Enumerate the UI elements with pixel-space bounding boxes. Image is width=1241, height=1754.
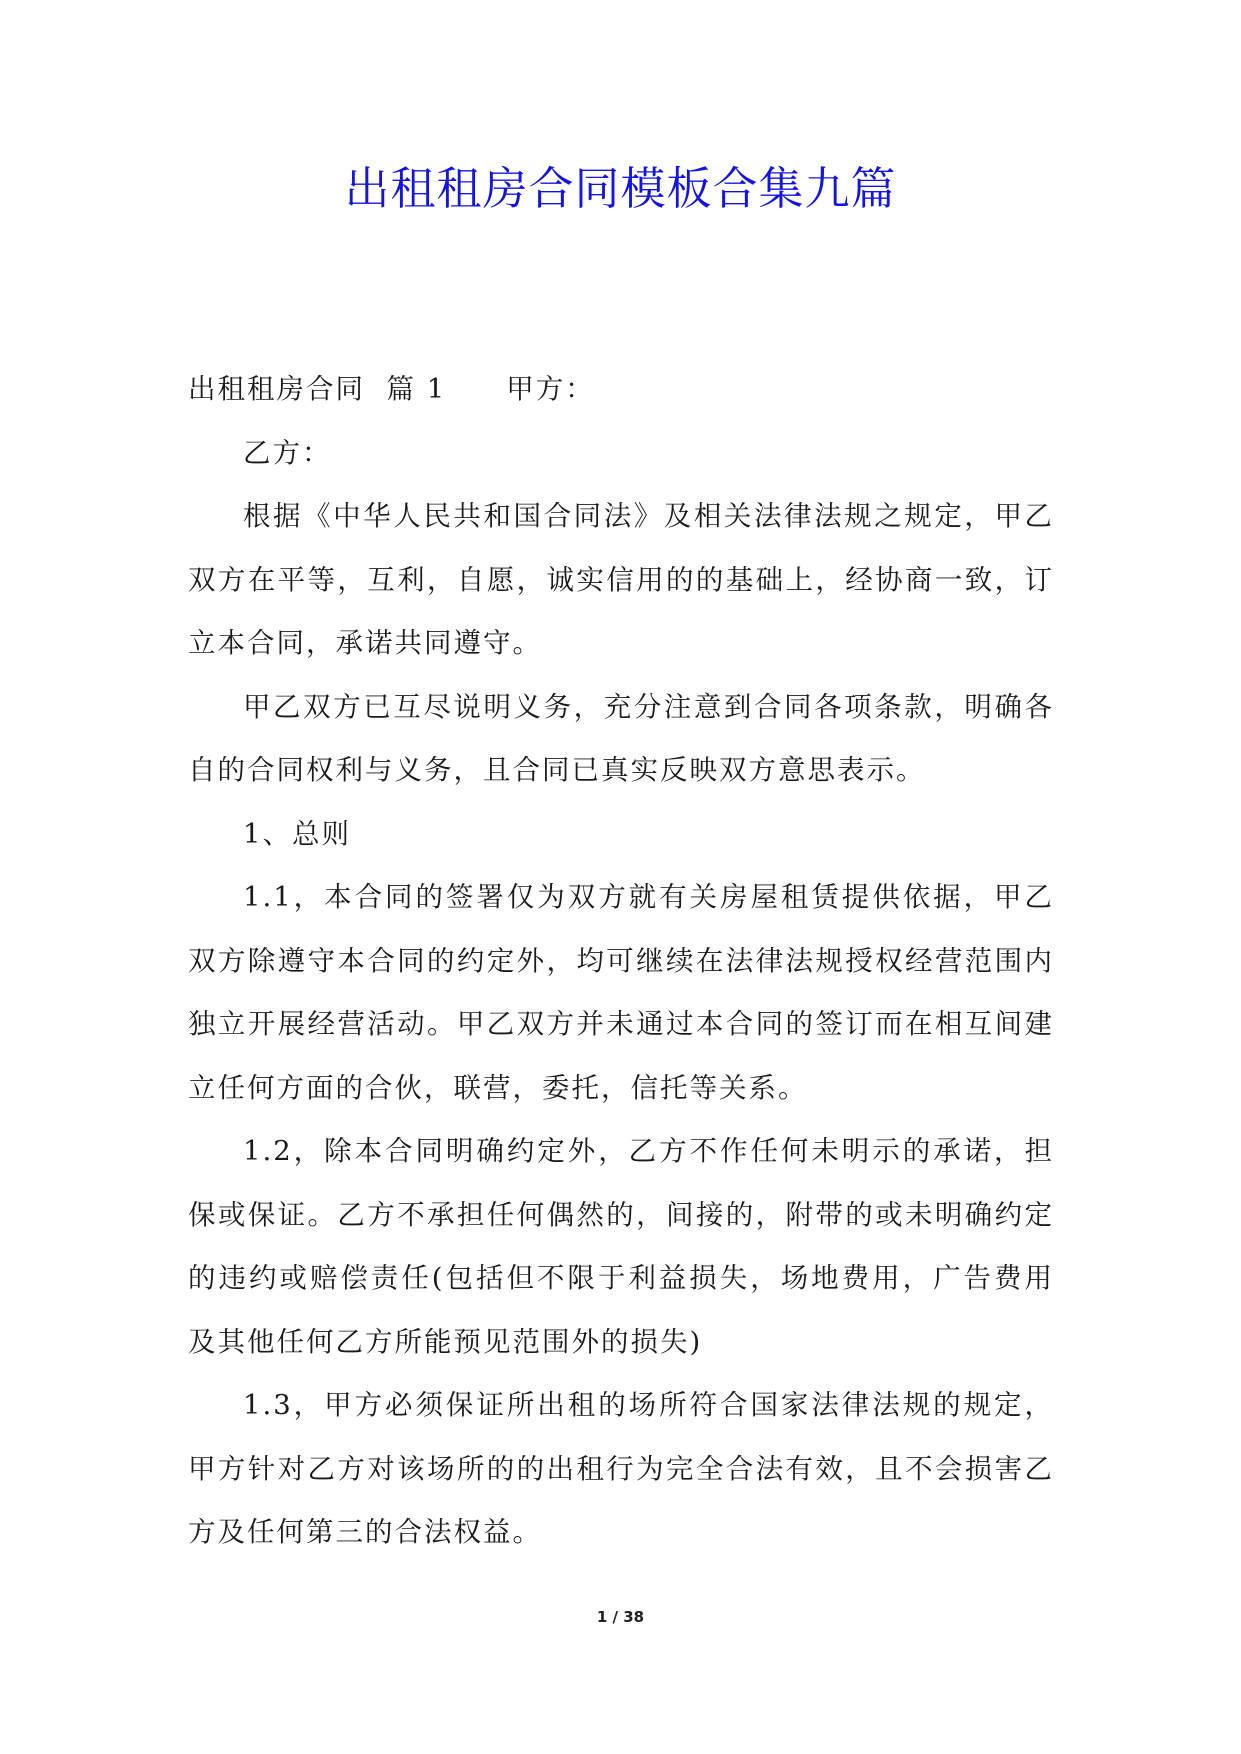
section-heading-line xyxy=(188,358,1054,422)
document-body xyxy=(188,358,1054,1565)
paragraph-disclosure: 甲乙双方已互尽说明义务，充分注意到合同各项条款，明确各自的合同权利与义务，且合同已真实反映双方意思表示。 xyxy=(188,690,1054,786)
section-heading: 出租租房合同 篇 1 xyxy=(188,373,447,405)
party-b-label: 乙方： xyxy=(243,436,332,469)
paragraph-preamble: 根据《中华人民共和国合同法》及相关法律法规之规定，甲乙双方在平等，互利，自愿，诚实信用的的基础上，经协商一致，订立本合同，承诺共同遵守。 xyxy=(188,500,1054,659)
clause-1-3: 1.3，甲方必须保证所出租的场所符合国家法律法规的规定，甲方针对乙方对该场所的的出租行为完全合法有效，且不会损害乙方及任何第三的合法权益。 xyxy=(188,1389,1054,1548)
page-number: 1 / 38 xyxy=(596,1608,645,1626)
clause-1-1: 1.1，本合同的签署仅为双方就有关房屋租赁提供依据，甲乙双方除遵守本合同的约定外，均可继续在法律法规授权经营范围内独立开展经营活动。甲乙双方并未通过本合同的签订而在相互间建立任何方面的合伙，联营，委托，信托等关系。 xyxy=(188,881,1054,1104)
document-title: 出租租房合同模板合集九篇 xyxy=(344,162,897,215)
clause-1-2: 1.2，除本合同明确约定外，乙方不作任何未明示的承诺，担保或保证。乙方不承担任何偶然的，间接的，附带的或未明确约定的违约或赔偿责任(包括但不限于利益损失，场地费用，广告费用及其他任何乙方所能预见范围外的损失) xyxy=(188,1135,1054,1358)
clause-heading-general: 1、总则 xyxy=(243,817,351,850)
party-a-label: 甲方： xyxy=(506,373,595,405)
